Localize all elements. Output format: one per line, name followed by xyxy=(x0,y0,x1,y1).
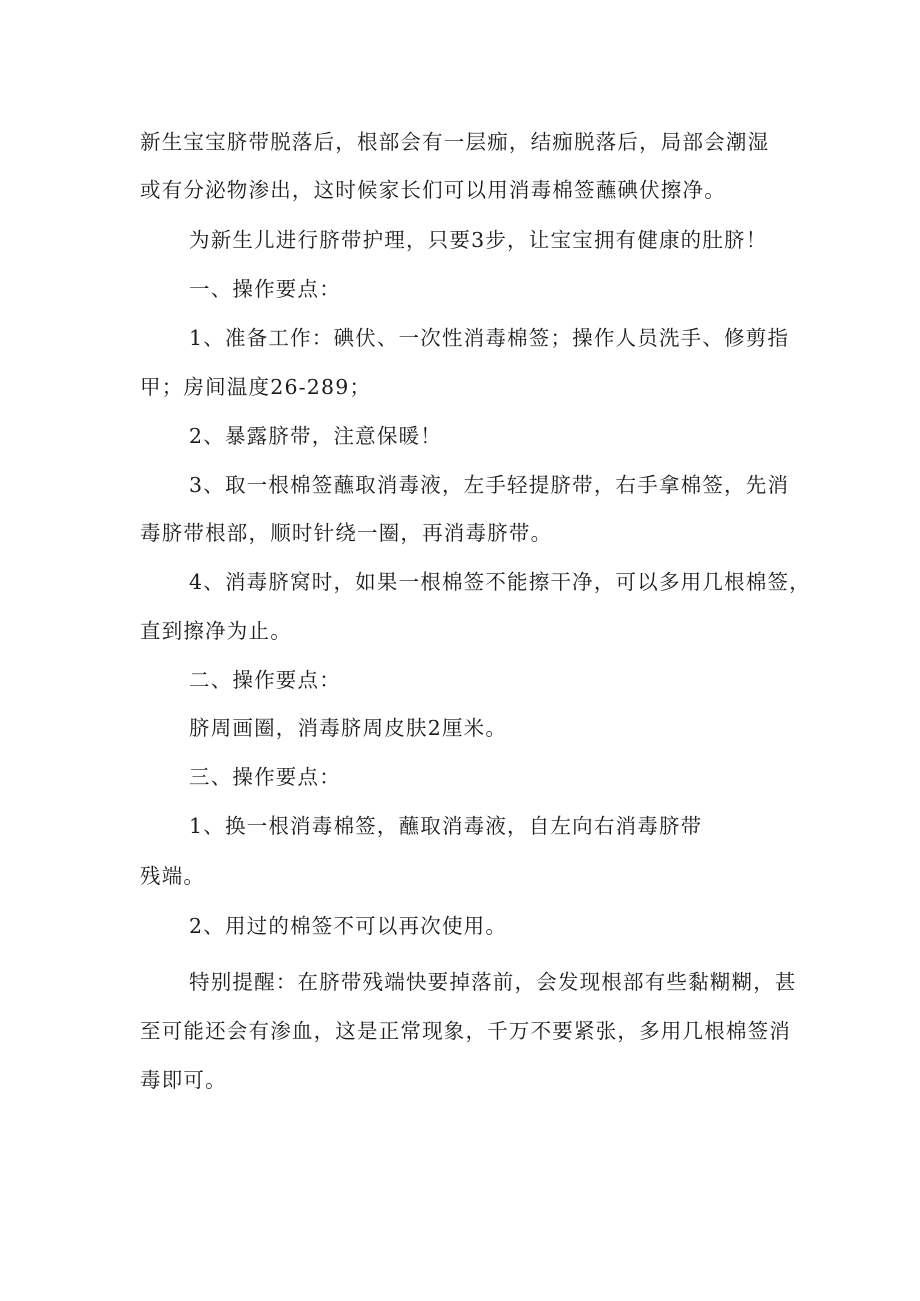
section-heading-1: 一、操作要点： xyxy=(189,277,341,301)
text-line-7: 2、暴露脐带，注意保暖！ xyxy=(189,424,442,448)
text-line-2: 或有分泌物渗出，这时候家长们可以用消毒棉签蘸碘伏擦净。 xyxy=(140,178,726,202)
text-line-10: 4、消毒脐窝时，如果一根棉签不能擦干净，可以多用几根棉签， xyxy=(189,570,811,594)
section-heading-2: 二、操作要点： xyxy=(189,668,341,692)
text-line-16: 残端。 xyxy=(140,864,206,888)
text-line-17: 2、用过的棉签不可以再次使用。 xyxy=(189,914,508,938)
text-line-11: 直到擦净为止。 xyxy=(140,619,292,643)
section-heading-3: 三、操作要点： xyxy=(189,765,341,789)
text-line-9: 毒脐带根部，顺时针绕一圈，再消毒脐带。 xyxy=(140,521,553,545)
text-line-19: 至可能还会有渗血，这是正常现象，千万不要紧张，多用几根棉签消 xyxy=(140,1019,791,1043)
text-line-20: 毒即可。 xyxy=(140,1068,227,1092)
text-line-3: 为新生儿进行脐带护理，只要3步，让宝宝拥有健康的肚脐！ xyxy=(189,228,768,252)
text-line-15: 1、换一根消毒棉签，蘸取消毒液，自左向右消毒脐带 xyxy=(189,814,703,838)
text-line-1: 新生宝宝脐带脱落后，根部会有一层痂，结痂脱落后，局部会潮湿 xyxy=(140,130,770,154)
text-line-5: 1、准备工作：碘伏、一次性消毒棉签；操作人员洗手、修剪指 xyxy=(189,326,790,350)
text-line-6: 甲；房间温度26-289； xyxy=(140,375,372,399)
special-reminder-line: 特别提醒：在脐带残端快要掉落前，会发现根部有些黏糊糊，甚 xyxy=(189,970,797,994)
text-line-8: 3、取一根棉签蘸取消毒液，左手轻提脐带，右手拿棉签，先消 xyxy=(189,473,790,497)
text-line-13: 脐周画圈，消毒脐周皮肤2厘米。 xyxy=(189,716,508,740)
